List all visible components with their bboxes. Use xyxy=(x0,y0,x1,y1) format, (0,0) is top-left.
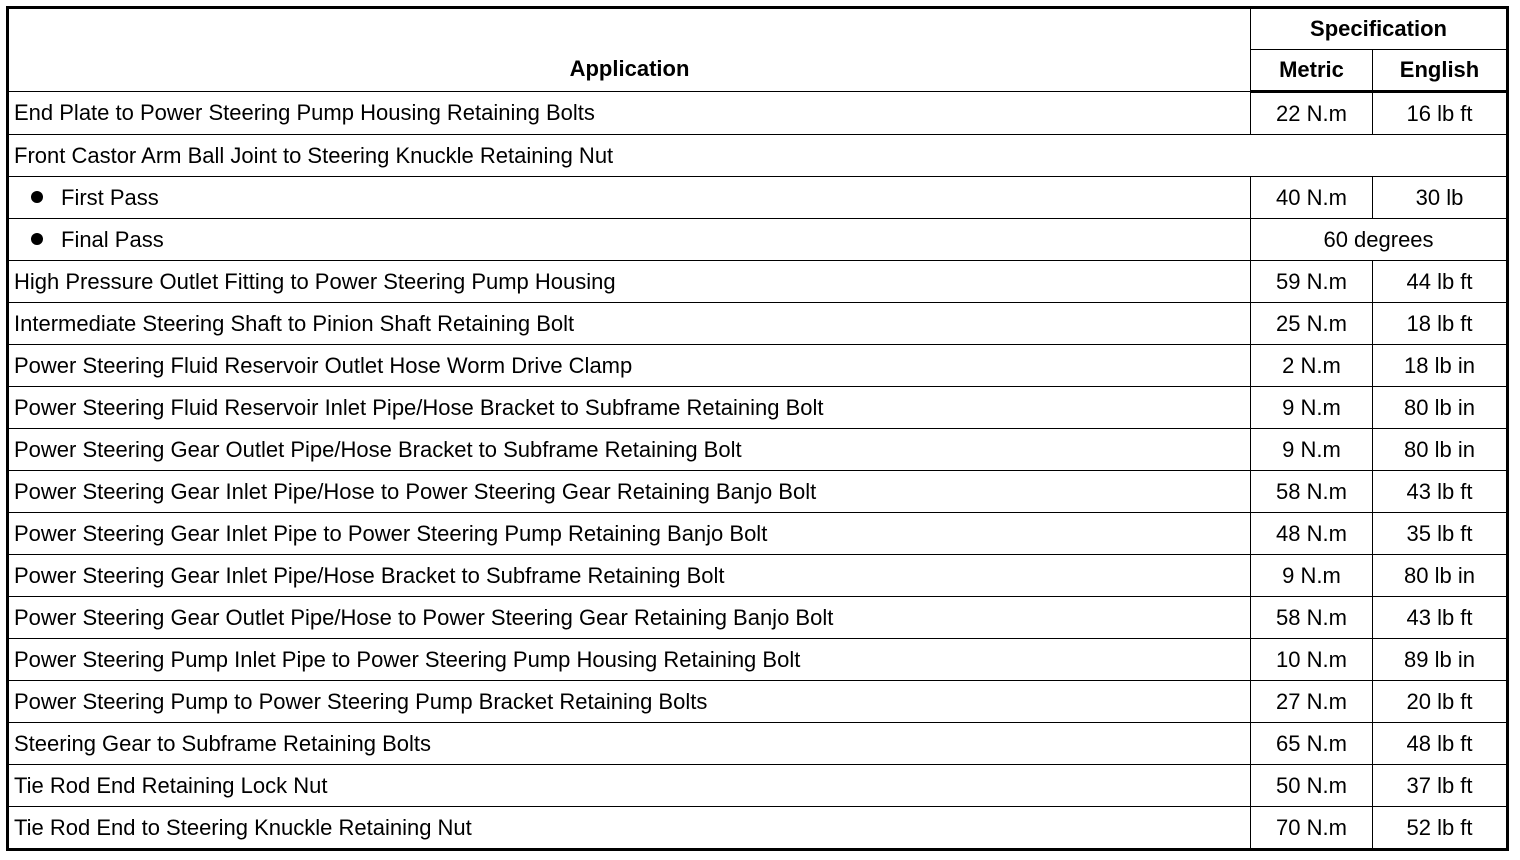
english-cell: 80 lb in xyxy=(1373,555,1508,597)
application-cell: Power Steering Gear Inlet Pipe/Hose Bracket to Subframe Retaining Bolt xyxy=(8,555,1251,597)
table-row xyxy=(8,387,1508,429)
english-cell: 89 lb in xyxy=(1373,639,1508,681)
application-cell xyxy=(8,177,1251,219)
application-cell: Tie Rod End to Steering Knuckle Retaining Nut xyxy=(8,807,1251,850)
metric-cell: 40 N.m xyxy=(1251,177,1373,219)
english-cell: 43 lb ft xyxy=(1373,471,1508,513)
application-cell: Front Castor Arm Ball Joint to Steering Knuckle Retaining Nut xyxy=(8,135,1508,177)
table-row xyxy=(8,135,1508,177)
table-row xyxy=(8,723,1508,765)
metric-cell: 27 N.m xyxy=(1251,681,1373,723)
application-cell: Power Steering Fluid Reservoir Outlet Hose Worm Drive Clamp xyxy=(8,345,1251,387)
english-cell: 16 lb ft xyxy=(1373,92,1508,135)
table-row xyxy=(8,471,1508,513)
application-cell: Tie Rod End Retaining Lock Nut xyxy=(8,765,1251,807)
table-row xyxy=(8,429,1508,471)
metric-cell: 58 N.m xyxy=(1251,471,1373,513)
metric-cell: 70 N.m xyxy=(1251,807,1373,850)
application-cell xyxy=(8,219,1251,261)
table-row xyxy=(8,177,1508,219)
metric-cell: 9 N.m xyxy=(1251,429,1373,471)
english-cell: 18 lb in xyxy=(1373,345,1508,387)
metric-cell: 25 N.m xyxy=(1251,303,1373,345)
metric-cell: 2 N.m xyxy=(1251,345,1373,387)
english-cell: 37 lb ft xyxy=(1373,765,1508,807)
english-cell: 80 lb in xyxy=(1373,387,1508,429)
english-cell: 30 lb xyxy=(1373,177,1508,219)
specification-header: Specification xyxy=(1251,8,1508,50)
application-cell: Power Steering Pump Inlet Pipe to Power Steering Pump Housing Retaining Bolt xyxy=(8,639,1251,681)
application-cell: End Plate to Power Steering Pump Housing Retaining Bolts xyxy=(8,92,1251,135)
english-cell: 18 lb ft xyxy=(1373,303,1508,345)
metric-cell: 9 N.m xyxy=(1251,555,1373,597)
metric-cell: 50 N.m xyxy=(1251,765,1373,807)
english-header: English xyxy=(1373,50,1508,92)
application-cell: Power Steering Fluid Reservoir Inlet Pipe/Hose Bracket to Subframe Retaining Bolt xyxy=(8,387,1251,429)
metric-cell: 58 N.m xyxy=(1251,597,1373,639)
english-cell: 35 lb ft xyxy=(1373,513,1508,555)
torque-spec-table xyxy=(6,6,1509,851)
application-text: Final Pass xyxy=(61,226,164,252)
table-row xyxy=(8,345,1508,387)
table-row xyxy=(8,261,1508,303)
application-cell: Power Steering Pump to Power Steering Pump Bracket Retaining Bolts xyxy=(8,681,1251,723)
metric-cell: 65 N.m xyxy=(1251,723,1373,765)
table-row xyxy=(8,513,1508,555)
metric-cell: 48 N.m xyxy=(1251,513,1373,555)
english-cell: 80 lb in xyxy=(1373,429,1508,471)
english-cell: 43 lb ft xyxy=(1373,597,1508,639)
metric-cell: 59 N.m xyxy=(1251,261,1373,303)
bullet-icon xyxy=(31,233,43,245)
application-cell: High Pressure Outlet Fitting to Power Steering Pump Housing xyxy=(8,261,1251,303)
metric-cell: 22 N.m xyxy=(1251,92,1373,135)
table-row xyxy=(8,597,1508,639)
header-row-top xyxy=(8,8,1508,50)
table-row xyxy=(8,681,1508,723)
spec-cell: 60 degrees xyxy=(1251,219,1508,261)
english-cell: 48 lb ft xyxy=(1373,723,1508,765)
application-cell: Power Steering Gear Inlet Pipe to Power Steering Pump Retaining Banjo Bolt xyxy=(8,513,1251,555)
table-row xyxy=(8,555,1508,597)
table-row xyxy=(8,219,1508,261)
english-cell: 20 lb ft xyxy=(1373,681,1508,723)
table-row xyxy=(8,639,1508,681)
application-cell: Steering Gear to Subframe Retaining Bolts xyxy=(8,723,1251,765)
english-cell: 44 lb ft xyxy=(1373,261,1508,303)
application-cell: Intermediate Steering Shaft to Pinion Shaft Retaining Bolt xyxy=(8,303,1251,345)
application-text: First Pass xyxy=(61,184,159,210)
table-row xyxy=(8,92,1508,135)
bullet-icon xyxy=(31,191,43,203)
application-cell: Power Steering Gear Inlet Pipe/Hose to Power Steering Gear Retaining Banjo Bolt xyxy=(8,471,1251,513)
table-row xyxy=(8,765,1508,807)
application-header: Application xyxy=(8,8,1251,92)
table-row xyxy=(8,303,1508,345)
metric-cell: 10 N.m xyxy=(1251,639,1373,681)
application-cell: Power Steering Gear Outlet Pipe/Hose to Power Steering Gear Retaining Banjo Bolt xyxy=(8,597,1251,639)
metric-cell: 9 N.m xyxy=(1251,387,1373,429)
metric-header: Metric xyxy=(1251,50,1373,92)
english-cell: 52 lb ft xyxy=(1373,807,1508,850)
table-row xyxy=(8,807,1508,850)
application-cell: Power Steering Gear Outlet Pipe/Hose Bracket to Subframe Retaining Bolt xyxy=(8,429,1251,471)
